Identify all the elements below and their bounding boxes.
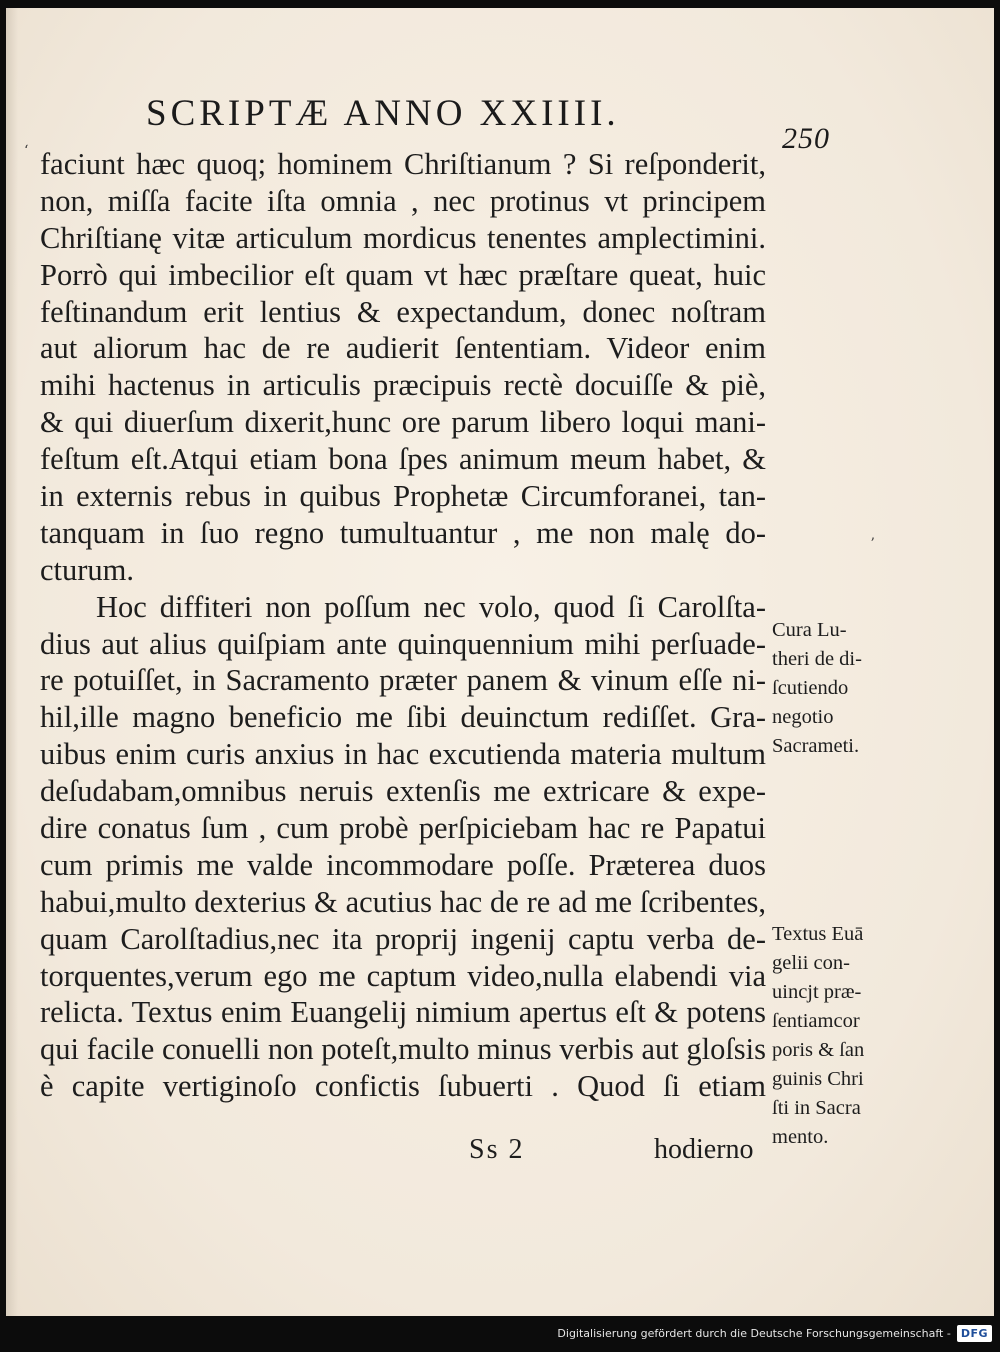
text-line: in externis rebus in quibus Prophetæ Circumforanei, tan-	[40, 479, 766, 514]
note-line: Textus Euā	[772, 923, 864, 945]
text-line: aut aliorum hac de re audierit ſententiam. Videor enim	[40, 331, 766, 366]
text-line: uibus enim curis anxius in hac excutienda materia multum	[40, 737, 766, 772]
page-gutter-shading	[6, 8, 18, 1316]
book-page	[6, 8, 994, 1316]
text-line: relicta. Textus enim Euangelij nimium apertus eſt & potens	[40, 995, 766, 1030]
page-footer	[6, 1126, 766, 1166]
note-line: Cura Lu-	[772, 619, 847, 641]
text-line: faciunt hæc quoq; hominem Chriſtianum ? Si reſponderit,	[40, 147, 766, 181]
text-line: dius aut alius quiſpiam ante quinquennium mihi perſuade-	[40, 626, 766, 661]
running-head: SCRIPTÆ ANNO XXIIII.	[146, 93, 620, 134]
paragraph-first-line: Hoc diffiteri non poſſum nec volo, quod ſi Carolſta-	[96, 589, 766, 624]
digitization-credit	[557, 1318, 992, 1348]
credit-text: Digitalisierung gefördert durch die Deutsche Forschungsgemeinschaft -	[557, 1326, 951, 1340]
text-line: tanquam in ſuo regno tumultuantur , me non malę do-	[40, 515, 766, 550]
text-line: dire conatus ſum , cum probè perſpiciebam hac re Papatui	[40, 811, 766, 846]
text-line: Chriſtianę vitæ articulum mordicus tenentes amplectimini.	[40, 220, 766, 255]
text-line: deſudabam,omnibus neruis extenſis me extricare & expe-	[40, 774, 766, 809]
catchword: hodierno	[654, 1134, 754, 1165]
note-line: uincjt præ-	[772, 981, 862, 1003]
text-line: feſtum eſt.Atqui etiam bona ſpes animum meum habet, &	[40, 442, 766, 477]
text-line: cum primis me valde incommodare poſſe. Præterea duos	[40, 847, 766, 882]
text-line: torquentes,verum ego me captum video,nulla elabendi via	[40, 958, 766, 993]
text-line: feſtinandum erit lentius & expectandum, donec noſtram	[40, 294, 766, 329]
text-line: hil,ille magno beneficio me ſibi deuinctum rediſſet. Gra-	[40, 700, 766, 735]
signature-mark: Ss 2	[469, 1134, 525, 1165]
text-line: non, miſſa facite iſta omnia , nec protinus vt principem	[40, 183, 766, 218]
text-line: Porrò qui imbecilior eſt quam vt hæc præſtare queat, huic	[40, 257, 766, 292]
marginal-note-cura-lutheri	[772, 616, 862, 761]
page-number: 250	[782, 122, 830, 155]
note-line: gelii con-	[772, 952, 850, 974]
note-line: ſentiamcor	[772, 1010, 860, 1032]
text-line: cturum.	[40, 552, 135, 587]
note-line: guinis Chri	[772, 1068, 864, 1090]
note-line: poris & ſan	[772, 1039, 865, 1061]
ink-speck: ʼ	[870, 536, 875, 552]
text-line: habui,multo dexterius & acutius hac de re ad me ſcribentes,	[40, 884, 766, 919]
dfg-logo[interactable]: DFG	[957, 1325, 992, 1342]
text-line: quam Carolſtadius,nec ita proprij ingenij captu verba de-	[40, 921, 766, 956]
text-line: qui facile conuelli non poteſt,multo minus verbis aut gloſsis	[40, 1032, 766, 1067]
note-line: ſti in Sacra	[772, 1097, 861, 1119]
note-line: mento.	[772, 1126, 829, 1148]
ink-speck: ʻ	[24, 143, 29, 159]
main-text-block	[40, 146, 766, 1105]
text-line: mihi hactenus in articulis præcipuis rectè docuiſſe & piè,	[40, 368, 766, 403]
note-line: negotio	[772, 706, 834, 728]
note-line: theri de di-	[772, 648, 862, 670]
marginal-note-textus-euangelii	[772, 920, 864, 1152]
text-line: re potuiſſet, in Sacramento præter panem & vinum eſſe ni-	[40, 663, 766, 698]
text-line: è capite vertiginoſo confictis ſubuerti . Quod ſi etiam	[40, 1069, 766, 1104]
text-line: & qui diuerſum dixerit,hunc ore parum libero loqui mani-	[40, 405, 766, 440]
note-line: ſcutiendo	[772, 677, 849, 699]
note-line: Sacrameti.	[772, 735, 860, 757]
